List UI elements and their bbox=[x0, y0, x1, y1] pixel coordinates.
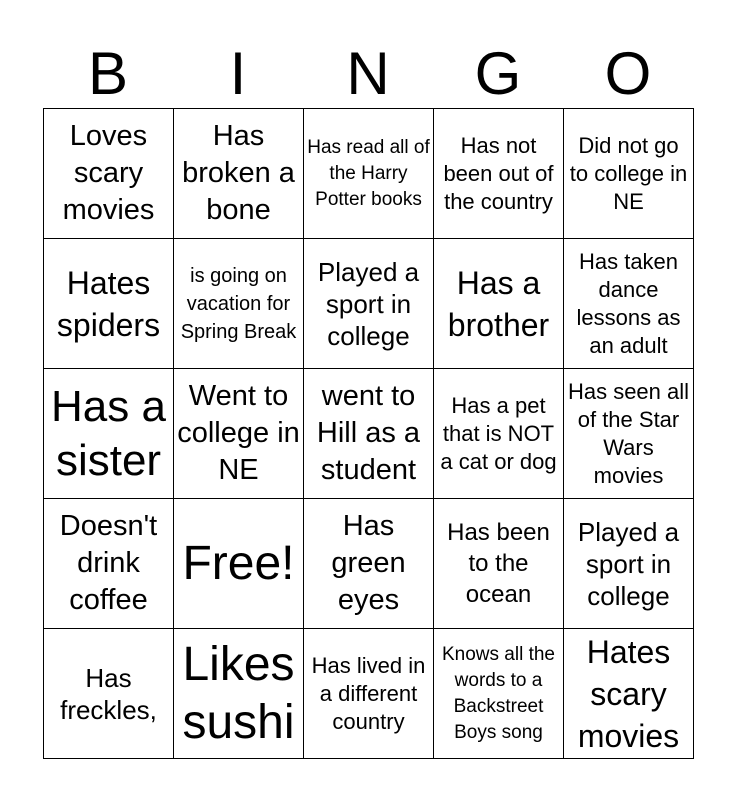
header-letter-b: B bbox=[87, 40, 129, 107]
bingo-cell[interactable]: Hates spiders bbox=[44, 239, 174, 369]
bingo-cell[interactable]: Has lived in a different country bbox=[304, 629, 434, 759]
bingo-cell[interactable]: Knows all the words to a Backstreet Boys song bbox=[434, 629, 564, 759]
bingo-cell[interactable]: Has broken a bone bbox=[174, 109, 304, 239]
bingo-cell[interactable]: Loves scary movies bbox=[44, 109, 174, 239]
card-row bbox=[44, 109, 694, 239]
header-letter-o: O bbox=[604, 40, 652, 107]
bingo-cell[interactable]: Has a sister bbox=[44, 369, 174, 499]
bingo-cell[interactable]: Has a pet that is NOT a cat or dog bbox=[434, 369, 564, 499]
card-row bbox=[44, 499, 694, 629]
bingo-cell[interactable]: Hates scary movies bbox=[564, 629, 694, 759]
bingo-cell[interactable]: Has taken dance lessons as an adult bbox=[564, 239, 694, 369]
card-row bbox=[44, 629, 694, 759]
header-letter-g: G bbox=[474, 40, 522, 107]
bingo-cell[interactable]: Has not been out of the country bbox=[434, 109, 564, 239]
bingo-cell[interactable]: Played a sport in college bbox=[304, 239, 434, 369]
bingo-cell[interactable]: Went to college in NE bbox=[174, 369, 304, 499]
bingo-cell[interactable]: Has been to the ocean bbox=[434, 499, 564, 629]
header-letter-i: I bbox=[229, 40, 247, 107]
card-row bbox=[44, 369, 694, 499]
bingo-cell[interactable]: Has seen all of the Star Wars movies bbox=[564, 369, 694, 499]
bingo-cell[interactable]: Played a sport in college bbox=[564, 499, 694, 629]
bingo-cell[interactable]: Has a brother bbox=[434, 239, 564, 369]
bingo-cell[interactable]: Has read all of the Harry Potter books bbox=[304, 109, 434, 239]
bingo-cell[interactable]: is going on vacation for Spring Break bbox=[174, 239, 304, 369]
bingo-header bbox=[43, 38, 693, 110]
bingo-cell[interactable]: Likes sushi bbox=[174, 629, 304, 759]
header-letter-n: N bbox=[346, 40, 390, 107]
bingo-cell[interactable]: Doesn't drink coffee bbox=[44, 499, 174, 629]
bingo-cell[interactable]: Did not go to college in NE bbox=[564, 109, 694, 239]
bingo-card bbox=[43, 108, 694, 759]
bingo-cell[interactable]: went to Hill as a student bbox=[304, 369, 434, 499]
bingo-cell[interactable]: Has green eyes bbox=[304, 499, 434, 629]
free-space-cell[interactable]: Free! bbox=[174, 499, 304, 629]
bingo-cell[interactable]: Has freckles, bbox=[44, 629, 174, 759]
card-row bbox=[44, 239, 694, 369]
